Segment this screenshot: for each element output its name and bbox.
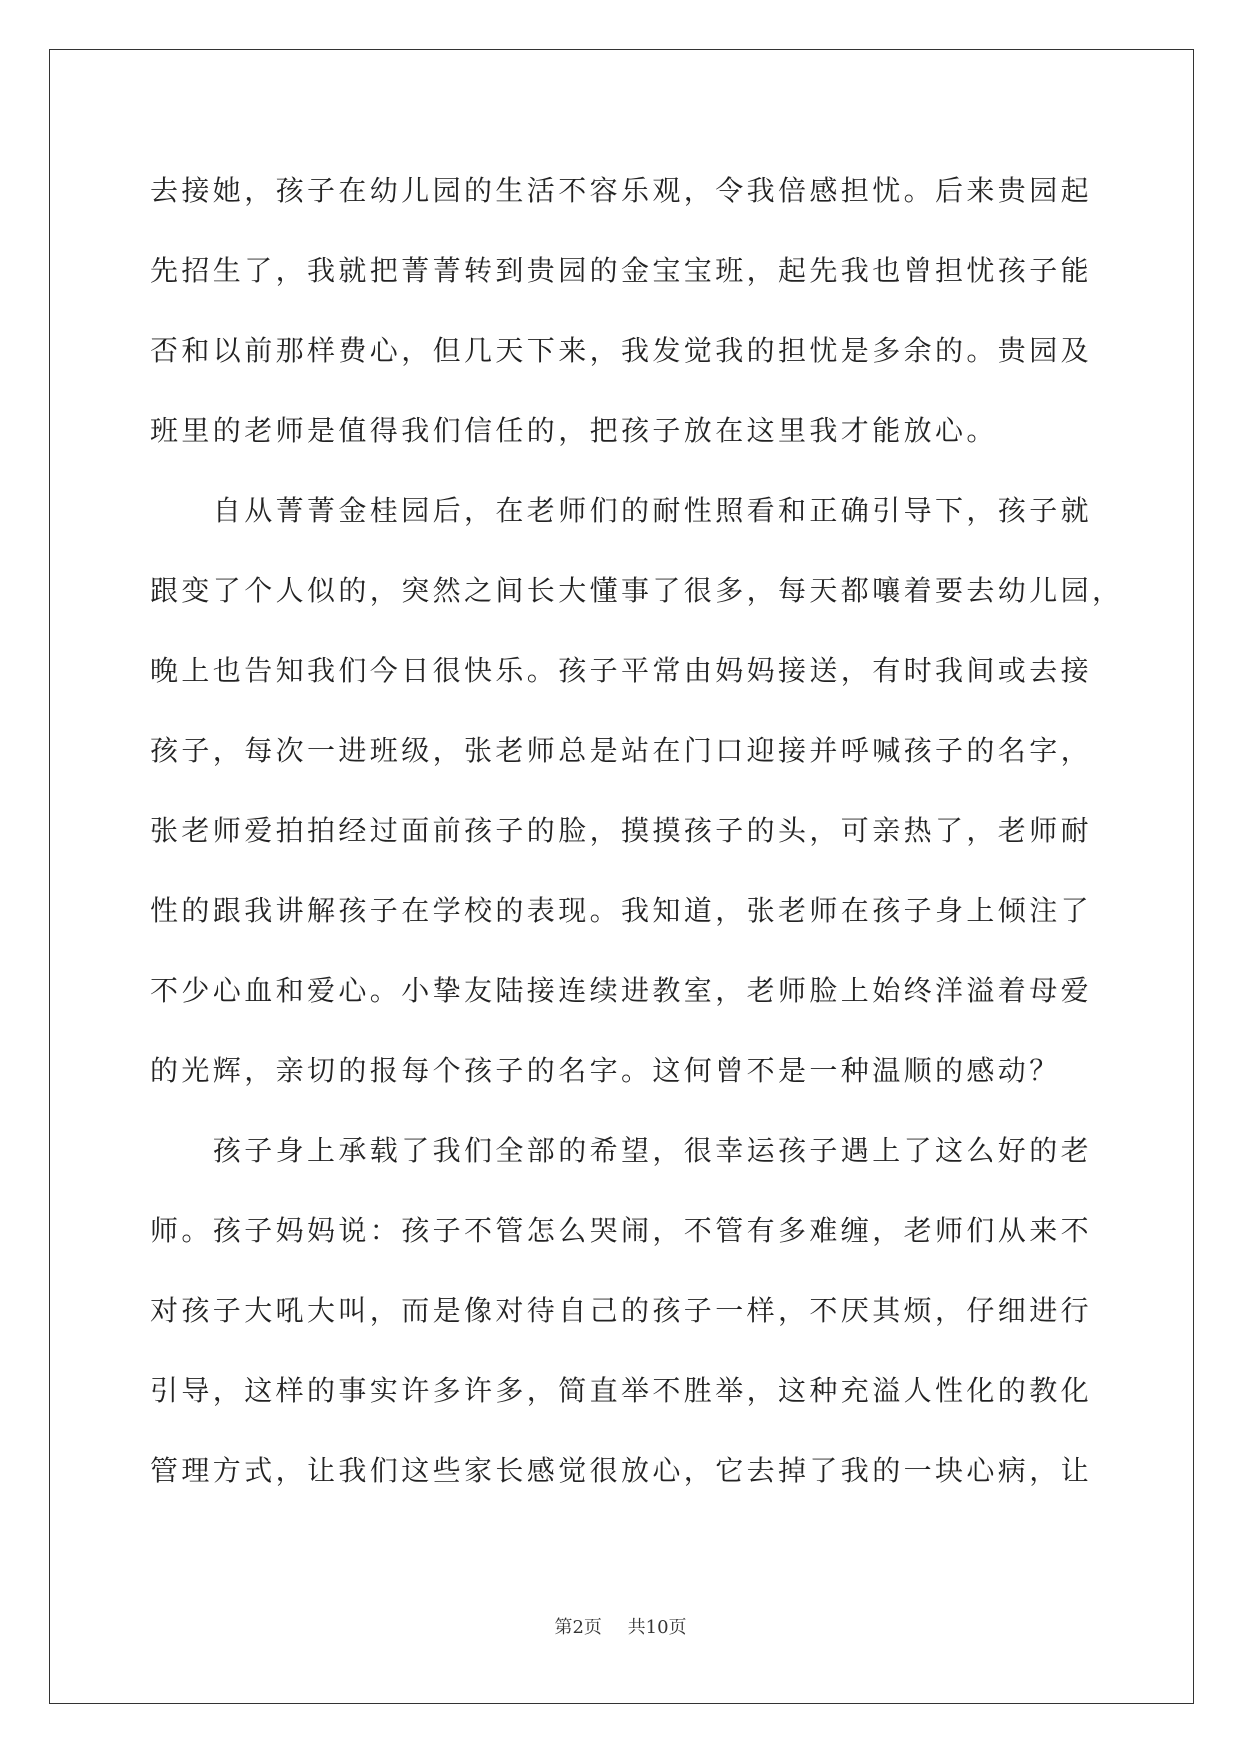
page-footer [0, 1616, 1241, 1640]
text-line: 先招生了，我就把菁菁转到贵园的金宝宝班，起先我也曾担忧孩子能 [150, 254, 1093, 287]
text-line: 性的跟我讲解孩子在学校的表现。我知道，张老师在孩子身上倾注了 [150, 894, 1093, 927]
text-line: 引导，这样的事实许多许多，简直举不胜举，这种充溢人性化的教化 [150, 1374, 1093, 1407]
text-line: 师。孩子妈妈说：孩子不管怎么哭闹，不管有多难缠，老师们从来不 [150, 1214, 1093, 1247]
page-number-current: 第2页 [554, 1617, 602, 1638]
text-line: 跟变了个人似的，突然之间长大懂事了很多，每天都嚷着要去幼儿园， [150, 574, 1124, 607]
document-body [150, 163, 1124, 1523]
text-line: 晚上也告知我们今日很快乐。孩子平常由妈妈接送，有时我间或去接 [150, 654, 1093, 687]
text-line: 否和以前那样费心，但几天下来，我发觉我的担忧是多余的。贵园及 [150, 334, 1093, 367]
text-line: 对孩子大吼大叫，而是像对待自己的孩子一样，不厌其烦，仔细进行 [150, 1294, 1093, 1327]
text-line: 不少心血和爱心。小挚友陆接连续进教室，老师脸上始终洋溢着母爱 [150, 974, 1093, 1007]
text-line: 孩子身上承载了我们全部的希望，很幸运孩子遇上了这么好的老 [150, 1134, 1093, 1167]
page-number-total: 共10页 [627, 1617, 687, 1638]
text-line: 管理方式，让我们这些家长感觉很放心，它去掉了我的一块心病，让 [150, 1454, 1093, 1487]
text-line: 孩子，每次一进班级，张老师总是站在门口迎接并呼喊孩子的名字， [150, 734, 1093, 767]
text-line: 自从菁菁金桂园后，在老师们的耐性照看和正确引导下，孩子就 [150, 494, 1093, 527]
text-line: 去接她，孩子在幼儿园的生活不容乐观，令我倍感担忧。后来贵园起 [150, 174, 1093, 207]
text-line: 张老师爱拍拍经过面前孩子的脸，摸摸孩子的头，可亲热了，老师耐 [150, 814, 1093, 847]
text-line: 的光辉，亲切的报每个孩子的名字。这何曾不是一种温顺的感动？ [150, 1054, 1061, 1087]
text-line: 班里的老师是值得我们信任的，把孩子放在这里我才能放心。 [150, 414, 998, 447]
